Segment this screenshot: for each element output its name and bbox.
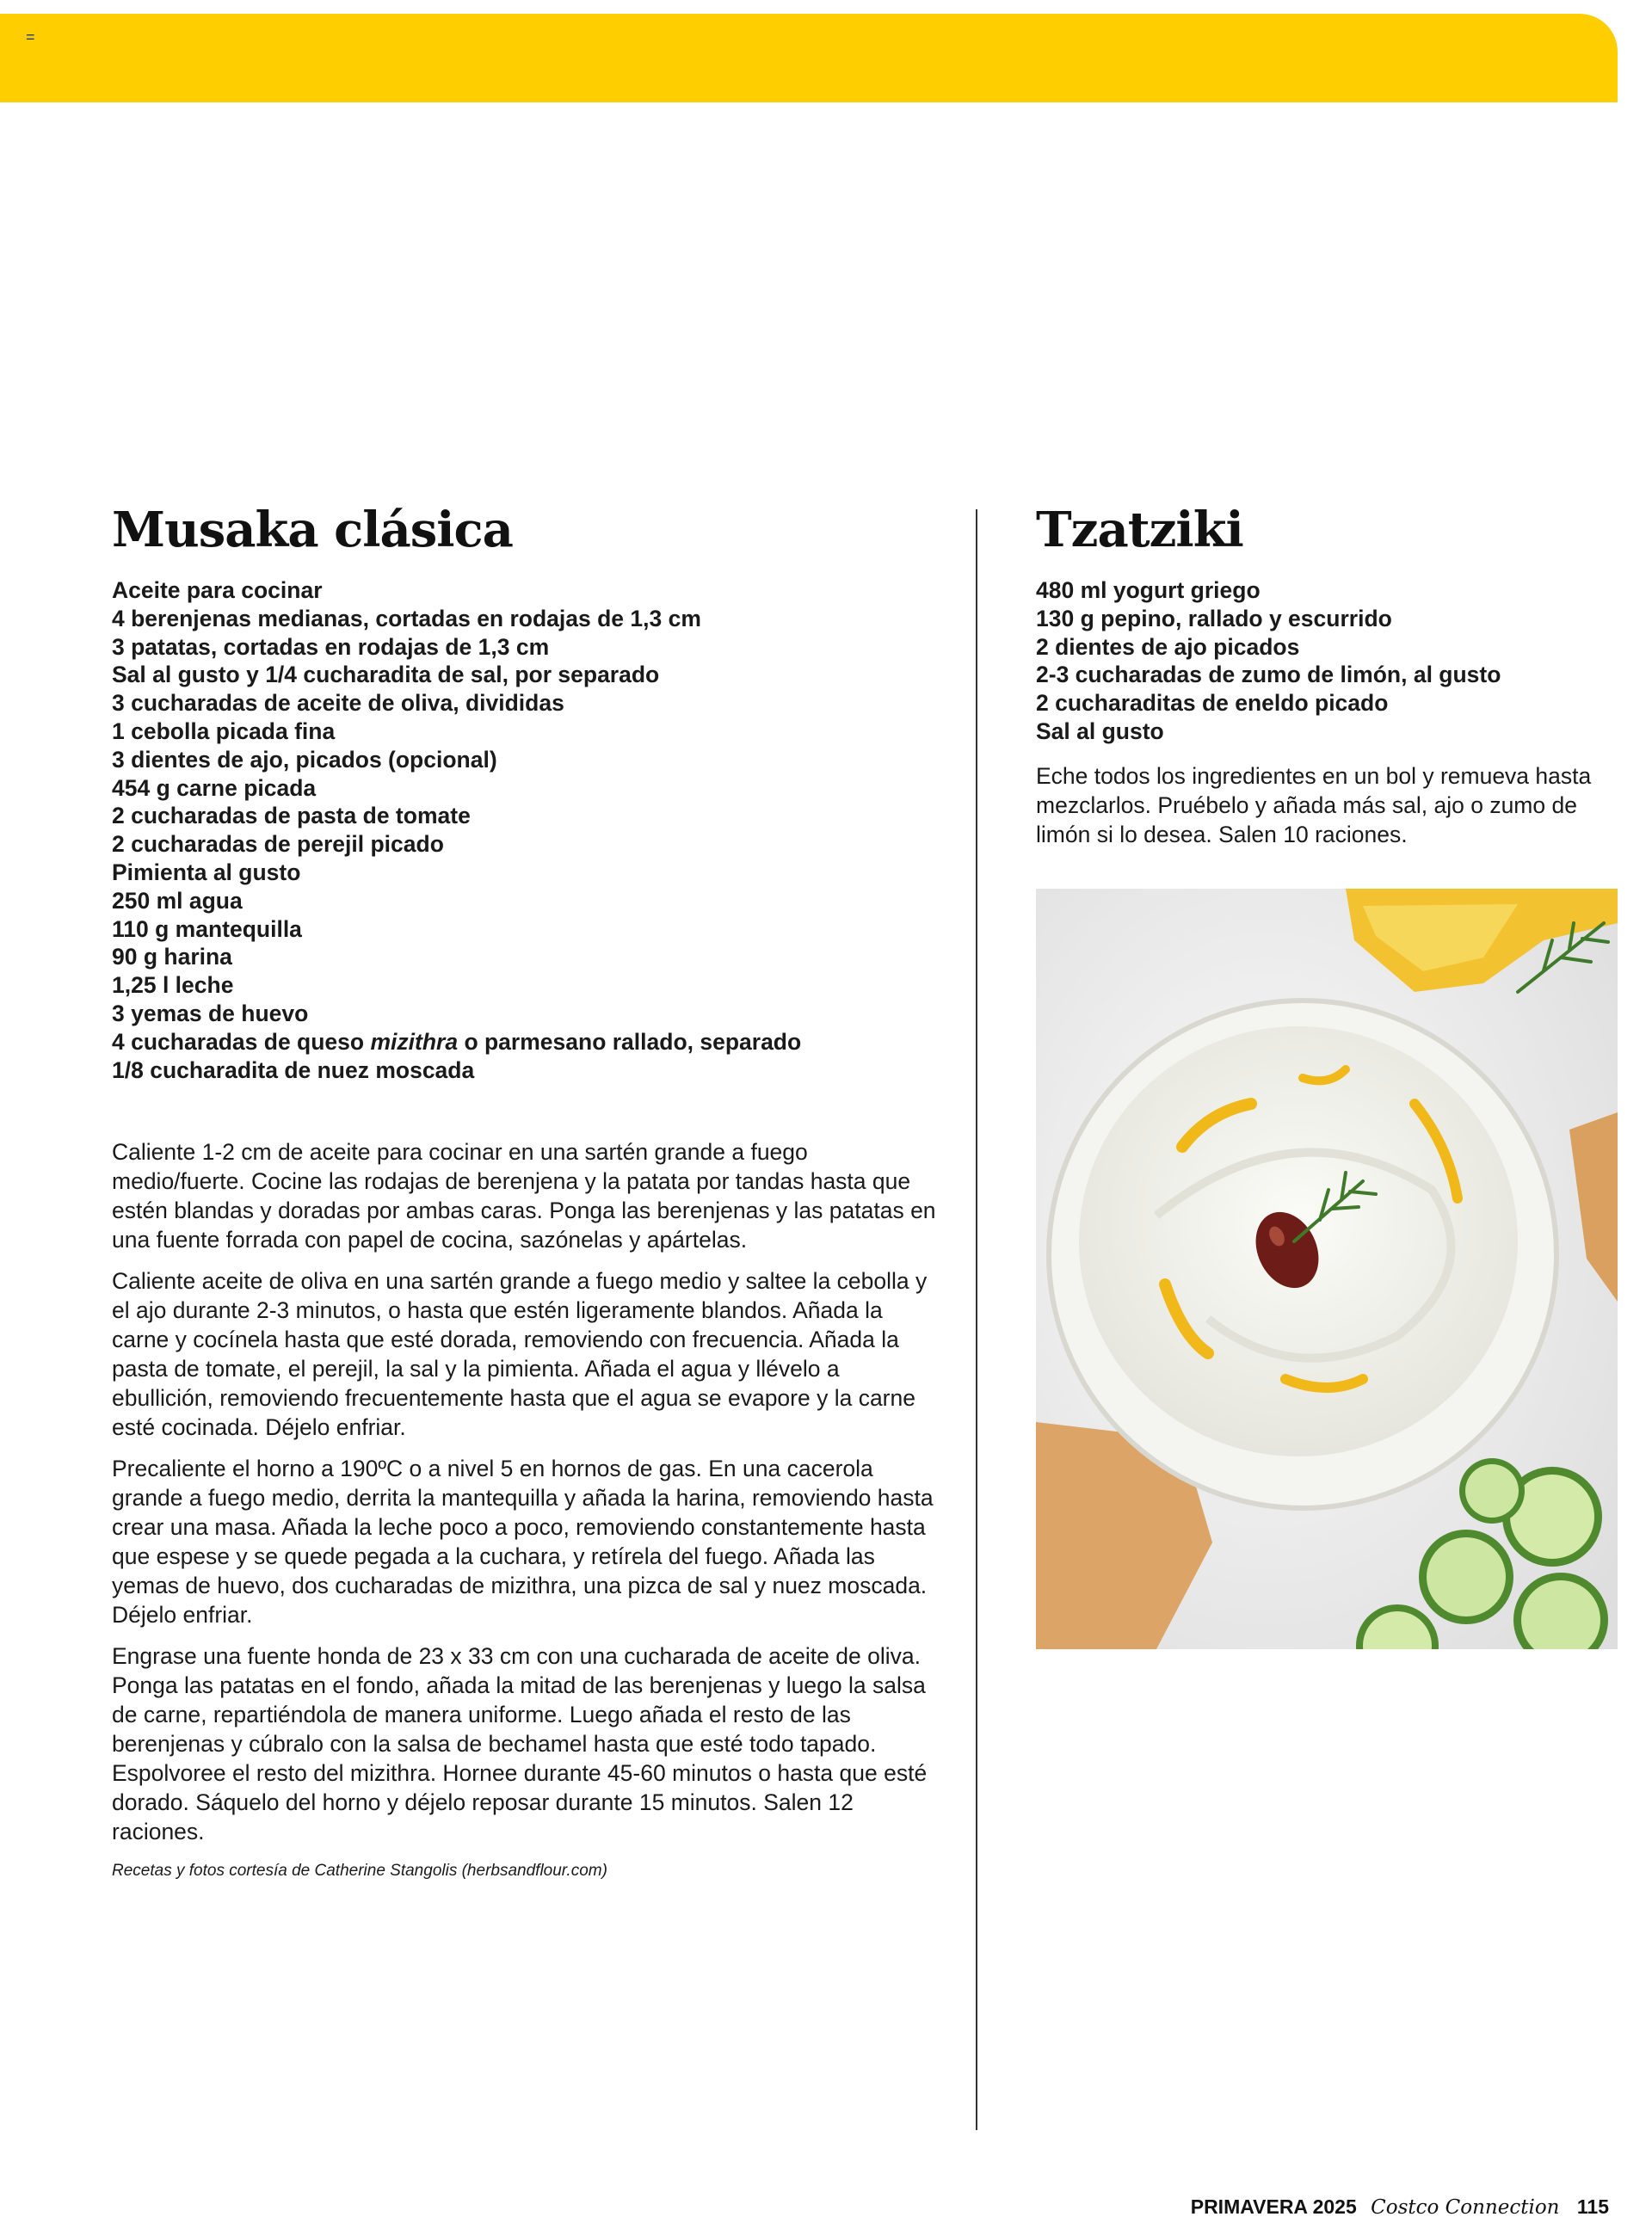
ingredient-item: 250 ml agua bbox=[112, 887, 243, 914]
musaka-recipe bbox=[112, 499, 938, 1881]
musaka-title: Musaka clásica bbox=[112, 502, 513, 558]
ingredient-item: 1,25 l leche bbox=[112, 972, 234, 999]
ingredient-item: 2 cucharadas de pasta de tomate bbox=[112, 803, 471, 829]
magazine-name: Costco Connection bbox=[1371, 2196, 1560, 2219]
tzatziki-recipe bbox=[1036, 499, 1621, 849]
ingredient-item: 3 cucharadas de aceite de oliva, divididas bbox=[112, 690, 564, 717]
tzatziki-title: Tzatziki bbox=[1036, 502, 1243, 558]
method-step: Caliente 1-2 cm de aceite para cocinar en una sartén grande a fuego medio/fuerte. Cocine las rodajas de berenjena y la patata por tandas hasta que estén blandas y doradas por ambas caras. Ponga las berenjenas y las patatas en una fuente forrada con papel de cocina, sazónelas y apártelas. bbox=[112, 1139, 936, 1253]
ingredient-item: Pimienta al gusto bbox=[112, 859, 301, 885]
method-step: Precaliente el horno a 190ºC o a nivel 5 en hornos de gas. En una cacerola grande a fuego medio, derrita la mantequilla y añada la harina, removiendo hasta crear una masa. Añada la leche poco a poco, removiendo constantemente hasta que espese y se quede pegada a la cuchara, y retírela del fuego. Añada las yemas de huevo, dos cucharadas de mizithra, una pizca de sal y nuez moscada. Déjelo enfriar. bbox=[112, 1456, 934, 1629]
ingredient-item: 2 cucharadas de perejil picado bbox=[112, 831, 444, 858]
ingredient-item: 3 yemas de huevo bbox=[112, 1000, 309, 1026]
method-step: Caliente aceite de oliva en una sartén grande a fuego medio y saltee la cebolla y el ajo durante 2-3 minutos, o hasta que estén ligeramente blandos. Añada la carne y cocínela hasta que esté dorada, removiendo con frecuencia. Añada la pasta de tomate, el perejil, la sal y la pimienta. Añada el agua y llévelo a ebullición, removiendo frecuentemente hasta que el agua se evapore y la carne esté cocinada. Déjelo enfriar. bbox=[112, 1268, 928, 1441]
photo-credit: Recetas y fotos cortesía de Catherine Stangolis (herbsandflour.com) bbox=[112, 1862, 607, 1881]
ingredient-item: 90 g harina bbox=[112, 944, 232, 970]
column-divider bbox=[976, 509, 977, 2130]
ingredient-item: 130 g pepino, rallado y escurrido bbox=[1036, 605, 1392, 631]
ingredient-item: 3 patatas, cortadas en rodajas de 1,3 cm bbox=[112, 633, 550, 660]
ingredient-item: Sal al gusto bbox=[1036, 717, 1164, 744]
cheese-line-before: 4 cucharadas de queso bbox=[112, 1028, 371, 1055]
ingredient-item-cheese bbox=[112, 1028, 938, 1056]
ingredient-item: 480 ml yogurt griego bbox=[1036, 577, 1261, 603]
issue-season: PRIMAVERA 2025 bbox=[1190, 2195, 1357, 2218]
ingredient-item: Sal al gusto y 1/4 cucharadita de sal, por separado bbox=[112, 662, 660, 688]
page-footer bbox=[1191, 2195, 1609, 2219]
ingredient-item: 1 cebolla picada fina bbox=[112, 717, 336, 744]
ingredient-item: 454 g carne picada bbox=[112, 774, 317, 801]
tzatziki-photo bbox=[1036, 889, 1618, 1649]
cheese-line-emphasis: mizithra bbox=[370, 1028, 459, 1055]
method-step: Engrase una fuente honda de 23 x 33 cm con una cucharada de aceite de oliva. Ponga las patatas en el fondo, añada la mitad de las berenjenas y luego la salsa de carne, repartiéndola de manera uniforme. Luego añada el resto de las berenjenas y cúbralo con la salsa de bechamel hasta que esté todo tapado. Espolvoree el resto del mizithra. Hornee durante 45-60 minutos o hasta que esté dorado. Sáquelo del horno y déjelo reposar durante 15 minutos. Salen 12 raciones. bbox=[112, 1643, 928, 1845]
band-mark: = bbox=[26, 28, 35, 46]
tzatziki-instructions: Eche todos los ingredientes en un bol y remueva hasta mezclarlos. Pruébelo y añada más sal, ajo o zumo de limón si lo desea. Salen 10 raciones. bbox=[1036, 762, 1592, 847]
cheese-line-after: o parmesano rallado, separado bbox=[458, 1028, 802, 1055]
ingredient-item: Aceite para cocinar bbox=[112, 577, 323, 603]
ingredient-item: 110 g mantequilla bbox=[112, 915, 302, 942]
ingredient-item: 3 dientes de ajo, picados (opcional) bbox=[112, 746, 497, 773]
ingredient-item: 1/8 cucharadita de nuez moscada bbox=[112, 1056, 475, 1083]
ingredient-item: 2 dientes de ajo picados bbox=[1036, 633, 1300, 660]
ingredient-item: 2-3 cucharadas de zumo de limón, al gusto bbox=[1036, 662, 1501, 688]
ingredient-item: 2 cucharaditas de eneldo picado bbox=[1036, 690, 1389, 717]
ingredient-item: 4 berenjenas medianas, cortadas en rodajas de 1,3 cm bbox=[112, 605, 701, 631]
musaka-method bbox=[112, 1137, 938, 1846]
tzatziki-ingredients bbox=[1036, 576, 1621, 746]
musaka-ingredients bbox=[112, 576, 938, 1084]
page-number: 115 bbox=[1576, 2195, 1609, 2218]
top-color-band bbox=[0, 14, 1618, 102]
